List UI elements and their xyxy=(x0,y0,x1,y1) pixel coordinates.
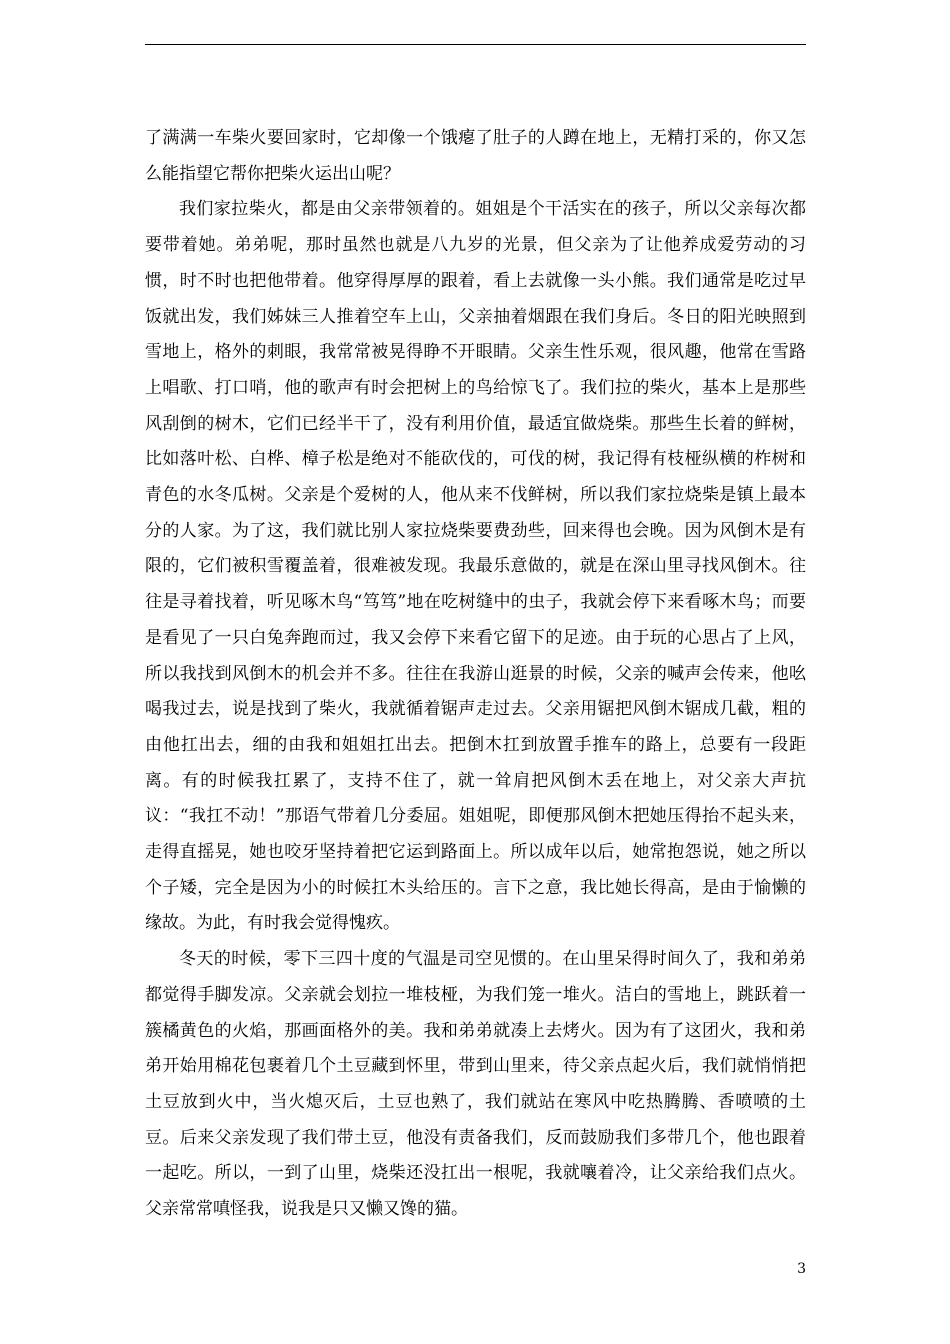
paragraph-1: 了满满一车柴火要回家时，它却像一个饿瘪了肚子的人蹲在地上，无精打采的，你又怎么能指望它帮你把柴火运出山呢？ xyxy=(145,128,806,184)
header-rule xyxy=(145,44,806,45)
paragraph-3: 冬天的时候，零下三四十度的气温是司空见惯的。在山里呆得时间久了，我和弟弟都觉得手脚发凉。父亲就会划拉一堆枝桠，为我们笼一堆火。洁白的雪地上，跳跃着一簇橘黄色的火焰，那画面格外的美。我和弟弟就凑上去烤火。因为有了这团火，我和弟弟开始用棉花包裹着几个土豆藏到怀里，带到山里来，待父亲点起火后，我们就悄悄把土豆放到火中，当火熄灭后，土豆也熟了，我们就站在寒风中吃热腾腾、香喷喷的土豆。后来父亲发现了我们带土豆，他没有责备我们，反而鼓励我们多带几个，他也跟着一起吃。所以，一到了山里，烧柴还没扛出一根呢，我就嚷着冷，让父亲给我们点火。父亲常常嗔怪我，说我是只又懒又馋的猫。 xyxy=(145,949,806,1220)
document-body xyxy=(145,121,806,1228)
paragraph-2: 我们家拉柴火，都是由父亲带领着的。姐姐是个干活实在的孩子，所以父亲每次都要带着她。弟弟呢，那时虽然也就是八九岁的光景，但父亲为了让他养成爱劳动的习惯，时不时也把他带着。他穿得厚厚的跟着，看上去就像一头小熊。我们通常是吃过早饭就出发，我们姊妹三人推着空车上山，父亲抽着烟跟在我们身后。冬日的阳光映照到雪地上，格外的刺眼，我常常被晃得睁不开眼睛。父亲生性乐观，很风趣，他常在雪路上唱歌、打口哨，他的歌声有时会把树上的鸟给惊飞了。我们拉的柴火，基本上是那些风刮倒的树木，它们已经半干了，没有利用价值，最适宜做烧柴。那些生长着的鲜树，比如落叶松、白桦、樟子松是绝对不能砍伐的，可伐的树，我记得有枝桠纵横的柞树和青色的水冬瓜树。父亲是个爱树的人，他从来不伐鲜树，所以我们家拉烧柴是镇上最本分的人家。为了这，我们就比别人家拉烧柴要费劲些，回来得也会晚。因为风倒木是有限的，它们被积雪覆盖着，很难被发现。我最乐意做的，就是在深山里寻找风倒木。往往是寻着找着，听见啄木鸟“笃笃”地在吃树缝中的虫子，我就会停下来看啄木鸟；而要是看见了一只白兔奔跑而过，我又会停下来看它留下的足迹。由于玩的心思占了上风，所以我找到风倒木的机会并不多。往往在我游山逛景的时候，父亲的喊声会传来，他吆喝我过去，说是找到了柴火，我就循着锯声走过去。父亲用锯把风倒木锯成几截，粗的由他扛出去，细的由我和姐姐扛出去。把倒木扛到放置手推车的路上，总要有一段距离。有的时候我扛累了，支持不住了，就一耸肩把风倒木丢在地上，对父亲大声抗议：“我扛不动！”那语气带着几分委屈。姐姐呢，即便那风倒木把她压得抬不起头来，走得直摇晃，她也咬牙坚持着把它运到路面上。所以成年以后，她常抱怨说，她之所以个子矮，完全是因为小的时候扛木头给压的。言下之意，我比她长得高，是由于愉懒的缘故。为此，有时我会觉得愧疚。 xyxy=(145,199,806,934)
page-number: 3 xyxy=(797,1261,806,1277)
